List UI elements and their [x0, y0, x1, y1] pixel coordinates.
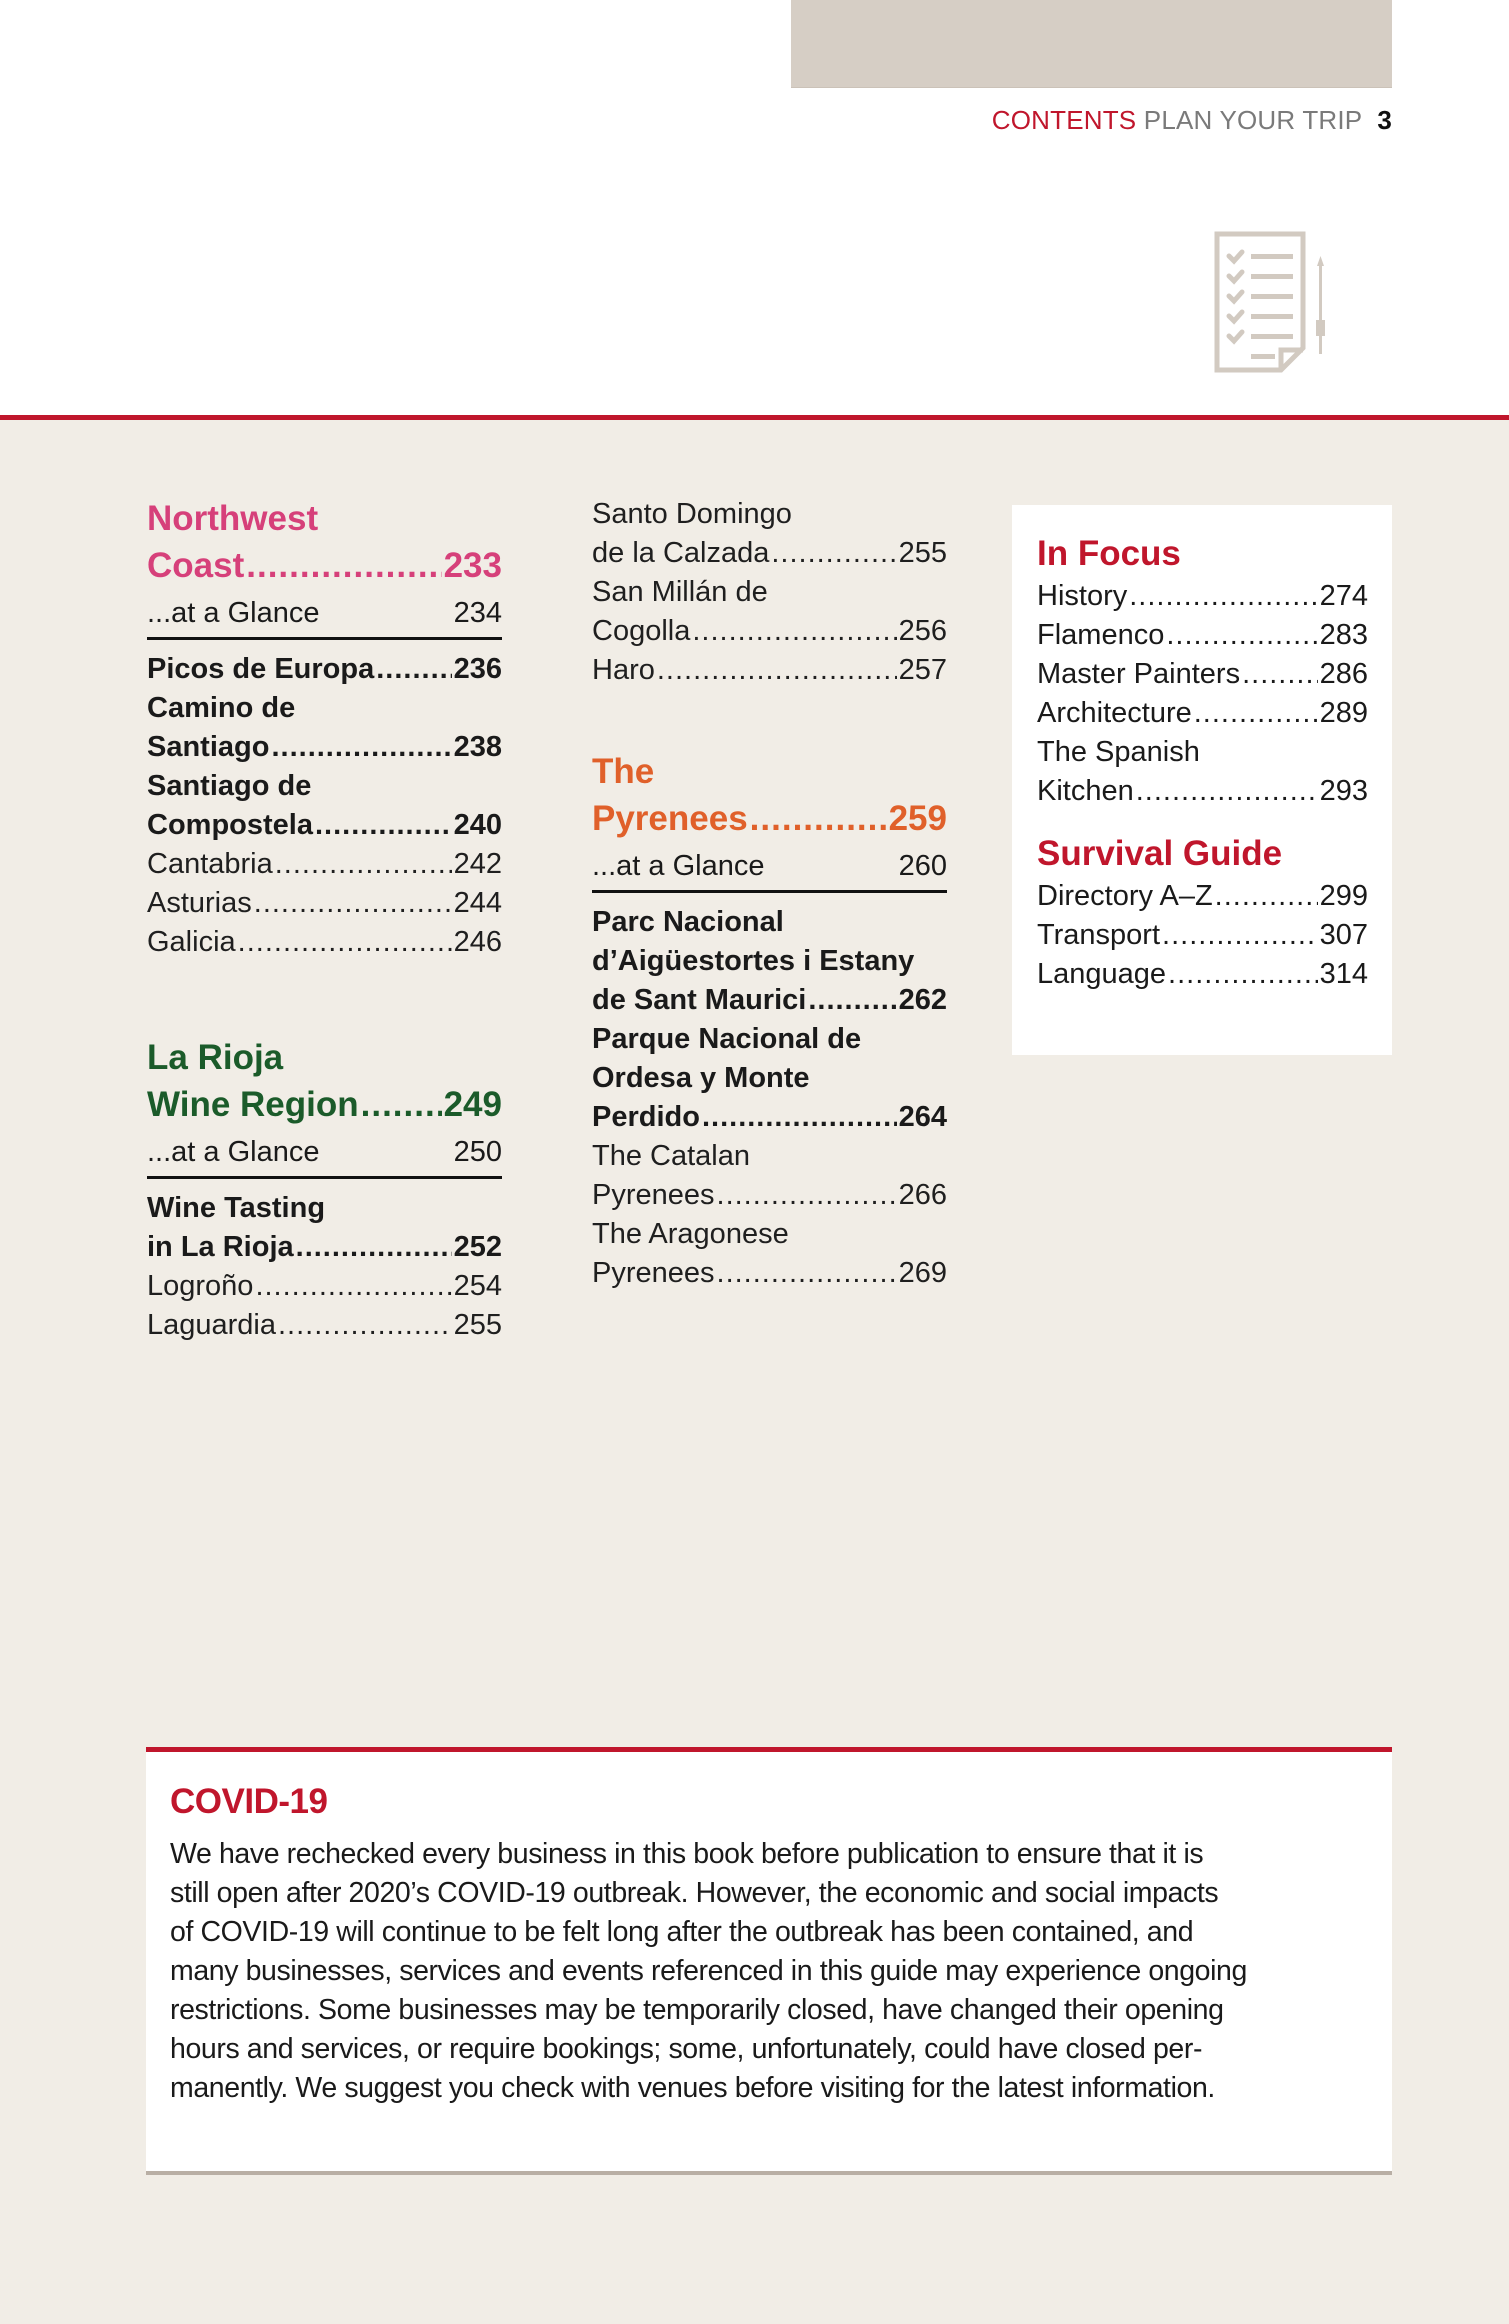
covid-text-line: We have rechecked every business in this book before publication to ensure that it is: [170, 1838, 1204, 1870]
toc-entry[interactable]: [592, 573, 947, 651]
entry-label: Pyrenees: [592, 1257, 715, 1289]
page-ref: 289: [1319, 697, 1368, 729]
entry-label: Galicia: [147, 926, 236, 958]
entry-label: Logroño: [147, 1270, 254, 1302]
entry-label: Compostela: [147, 809, 313, 841]
page-ref: 299: [1319, 880, 1368, 912]
covid-notice: [146, 1747, 1392, 2175]
entry-list: [592, 903, 947, 1293]
toc-entry[interactable]: [1037, 577, 1368, 616]
page-ref: 257: [898, 654, 947, 686]
running-head-chapter: PLAN YOUR TRIP: [1143, 105, 1362, 135]
contents-column-2: [592, 495, 947, 1293]
entry-label: Parque Nacional de: [592, 1023, 862, 1055]
entry-label: The Catalan: [592, 1140, 750, 1172]
entry-label: Ordesa y Monte: [592, 1062, 810, 1094]
in-focus-panel: [1012, 505, 1392, 1055]
entry-list: [147, 1189, 502, 1345]
leader-dots: [771, 534, 896, 573]
section-pyrenees: [592, 748, 947, 1293]
entry-label: Laguardia: [147, 1309, 276, 1341]
section-heading-survival-guide[interactable]: Survival Guide: [1037, 834, 1283, 873]
page-ref: 266: [898, 1179, 947, 1211]
leader-dots: [692, 612, 896, 651]
leader-dots: [296, 1228, 452, 1267]
leader-dots: [271, 728, 451, 767]
page-ref: 314: [1319, 958, 1368, 990]
section-heading-in-focus[interactable]: In Focus: [1037, 534, 1181, 573]
covid-text-line: hours and services, or require bookings; some, unfortunately, could have closed per-: [170, 2033, 1203, 2065]
entry-label: Pyrenees: [592, 1179, 715, 1211]
page-ref: 249: [443, 1085, 502, 1124]
section-title: The: [592, 752, 655, 791]
page-ref: 256: [898, 615, 947, 647]
toc-entry[interactable]: [1037, 694, 1368, 733]
page-ref: 254: [453, 1270, 502, 1302]
page-ref: 238: [453, 731, 502, 763]
leader-dots: [275, 845, 452, 884]
running-head: [992, 105, 1392, 136]
toc-entry[interactable]: [147, 767, 502, 845]
page-ref: 233: [443, 546, 502, 585]
covid-text-line: of COVID-19 will continue to be felt long after the outbreak has been contained, and: [170, 1916, 1194, 1948]
toc-entry[interactable]: [592, 495, 947, 573]
toc-entry[interactable]: [147, 884, 502, 923]
covid-text-line: many businesses, services and events referenced in this guide may experience ongoing: [170, 1955, 1247, 1987]
leader-dots: [808, 981, 896, 1020]
section-heading[interactable]: [147, 1034, 502, 1128]
toc-entry[interactable]: [1037, 733, 1368, 811]
toc-entry[interactable]: [147, 923, 502, 962]
toc-entry[interactable]: [147, 1189, 502, 1267]
toc-entry[interactable]: [147, 1306, 502, 1345]
checklist-document-icon: [1205, 228, 1335, 378]
page-ref: 234: [453, 597, 502, 629]
page-ref: 307: [1319, 919, 1368, 951]
page-ref: 264: [898, 1101, 947, 1133]
page-ref: 240: [453, 809, 502, 841]
entry-label: in La Rioja: [147, 1231, 294, 1263]
entry-label: Parc Nacional: [592, 906, 784, 938]
entry-label: History: [1037, 580, 1128, 612]
leader-dots: [1242, 655, 1318, 694]
toc-entry[interactable]: [147, 1267, 502, 1306]
toc-entry[interactable]: [1037, 955, 1368, 994]
entry-label: The Spanish: [1037, 736, 1200, 768]
leader-dots: [657, 651, 897, 690]
entry-label: The Aragonese: [592, 1218, 789, 1250]
section-heading[interactable]: [592, 748, 947, 842]
entry-label: San Millán de: [592, 576, 768, 608]
leader-dots: [254, 884, 452, 923]
page-ref: 255: [898, 537, 947, 569]
leader-dots: [315, 806, 452, 845]
entry-label: ...at a Glance: [592, 850, 765, 882]
leader-dots: [238, 923, 452, 962]
entry-label: d’Aigüestortes i Estany: [592, 945, 915, 977]
leader-dots: [750, 795, 887, 842]
entry-label: Cogolla: [592, 615, 691, 647]
toc-entry[interactable]: [592, 1020, 947, 1137]
entry-label: Kitchen: [1037, 775, 1134, 807]
entry-label: Santiago de: [147, 770, 312, 802]
page-ref: 255: [453, 1309, 502, 1341]
entry-list: [1037, 577, 1368, 811]
leader-dots: [717, 1176, 897, 1215]
entry-label: ...at a Glance: [147, 1136, 320, 1168]
leader-dots: [361, 1081, 442, 1128]
entry-label: Directory A–Z: [1037, 880, 1213, 912]
covid-text-line: still open after 2020’s COVID-19 outbreak. However, the economic and social impacts: [170, 1877, 1219, 1909]
entry-label: Cantabria: [147, 848, 273, 880]
leader-dots: [255, 1267, 451, 1306]
page-ref: 262: [898, 984, 947, 1016]
page-ref: 236: [453, 653, 502, 685]
section-title: Pyrenees: [592, 799, 748, 838]
entry-label: Asturias: [147, 887, 252, 919]
covid-notice-body: [170, 1835, 1375, 2108]
entry-list: [147, 650, 502, 962]
toc-entry[interactable]: [1037, 916, 1368, 955]
toc-entry[interactable]: [1037, 877, 1368, 916]
running-head-section[interactable]: CONTENTS: [991, 105, 1137, 135]
header-tab: [791, 0, 1392, 88]
page-ref: 269: [898, 1257, 947, 1289]
toc-entry[interactable]: [592, 1137, 947, 1215]
toc-entry[interactable]: [147, 845, 502, 884]
entry-label: de Sant Maurici: [592, 984, 807, 1016]
page-ref: 260: [898, 850, 947, 882]
section-title: Wine Region: [147, 1085, 359, 1124]
page-ref: 274: [1319, 580, 1368, 612]
section-title: Coast: [147, 546, 245, 585]
toc-entry[interactable]: [1037, 616, 1368, 655]
toc-entry[interactable]: [592, 903, 947, 1020]
entry-label: Picos de Europa: [147, 653, 375, 685]
entry-label: Flamenco: [1037, 619, 1165, 651]
leader-dots: [1136, 772, 1318, 811]
section-title: Northwest: [147, 499, 319, 538]
toc-entry[interactable]: [592, 1215, 947, 1293]
covid-text-line: manently. We suggest you check with venues before visiting for the latest information.: [170, 2072, 1215, 2104]
entry-list: [592, 495, 947, 690]
at-a-glance-entry[interactable]: [592, 846, 947, 893]
entry-label: ...at a Glance: [147, 597, 320, 629]
at-a-glance-entry[interactable]: [147, 1132, 502, 1179]
entry-label: Camino de: [147, 692, 296, 724]
section-la-rioja: [147, 1034, 502, 1345]
entry-label: Transport: [1037, 919, 1161, 951]
section-northwest-coast: [147, 495, 502, 962]
entry-label: Wine Tasting: [147, 1192, 326, 1224]
leader-dots: [1129, 577, 1317, 616]
page-ref: 246: [453, 926, 502, 958]
contents-column-1: [147, 495, 502, 1345]
toc-entry[interactable]: [1037, 655, 1368, 694]
page-ref: 293: [1319, 775, 1368, 807]
page-ref: 259: [888, 799, 947, 838]
entry-label: Master Painters: [1037, 658, 1241, 690]
leader-dots: [1166, 616, 1317, 655]
entry-label: Architecture: [1037, 697, 1192, 729]
header-rule: [0, 415, 1509, 420]
entry-list: [1037, 877, 1368, 994]
page-ref: 283: [1319, 619, 1368, 651]
covid-text-line: restrictions. Some businesses may be temporarily closed, have changed their opening: [170, 1994, 1224, 2026]
page-ref: 252: [453, 1231, 502, 1263]
page-ref: 250: [453, 1136, 502, 1168]
leader-dots: [1168, 955, 1318, 994]
section-title: La Rioja: [147, 1038, 284, 1077]
leader-dots: [246, 542, 441, 589]
toc-entry[interactable]: [147, 650, 502, 689]
entry-label: Santo Domingo: [592, 498, 792, 530]
leader-dots: [702, 1098, 897, 1137]
entry-label: Perdido: [592, 1101, 700, 1133]
page-ref: 242: [453, 848, 502, 880]
toc-entry[interactable]: [147, 689, 502, 767]
page-number: 3: [1377, 105, 1392, 135]
page-ref: 286: [1319, 658, 1368, 690]
entry-label: Santiago: [147, 731, 270, 763]
entry-label: de la Calzada: [592, 537, 770, 569]
leader-dots: [376, 650, 451, 689]
at-a-glance-entry[interactable]: [147, 593, 502, 640]
leader-dots: [1194, 694, 1318, 733]
leader-dots: [278, 1306, 452, 1345]
page-ref: 244: [453, 887, 502, 919]
covid-notice-title: COVID-19: [170, 1782, 328, 1821]
leader-dots: [1215, 877, 1318, 916]
leader-dots: [1162, 916, 1318, 955]
entry-label: Language: [1037, 958, 1167, 990]
section-heading[interactable]: [147, 495, 502, 589]
leader-dots: [717, 1254, 897, 1293]
toc-entry[interactable]: [592, 651, 947, 690]
entry-label: Haro: [592, 654, 655, 686]
